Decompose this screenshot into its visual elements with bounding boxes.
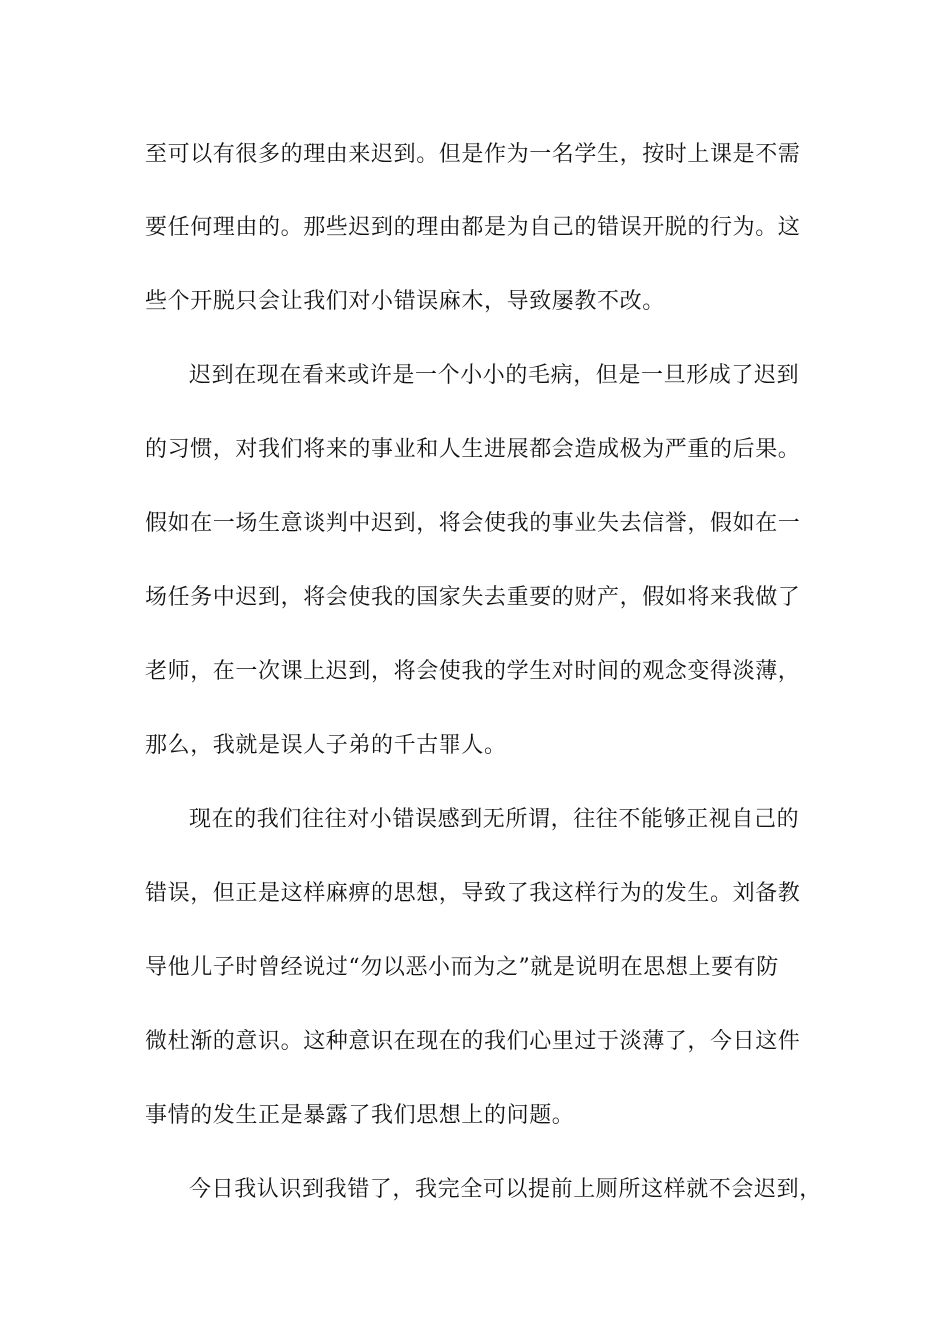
- text-line: 事情的发生正是暴露了我们思想上的问题。: [145, 1103, 575, 1128]
- text-line: 场任务中迟到，将会使我的国家失去重要的财产，假如将来我做了: [145, 585, 801, 610]
- text-line: 些个开脱只会让我们对小错误麻木，导致屡教不改。: [145, 289, 665, 314]
- text-line: 错误，但正是这样麻痹的思想，导致了我这样行为的发生。刘备教: [145, 881, 801, 906]
- text-line: 假如在一场生意谈判中迟到，将会使我的事业失去信誉，假如在一: [145, 511, 801, 536]
- text-line: 要任何理由的。那些迟到的理由都是为自己的错误开脱的行为。这: [145, 215, 801, 240]
- paragraph-first-line: 今日我认识到我错了，我完全可以提前上厕所这样就不会迟到，: [189, 1177, 822, 1202]
- text-line: 微杜渐的意识。这种意识在现在的我们心里过于淡薄了，今日这件: [145, 1029, 801, 1054]
- text-line: 的习惯，对我们将来的事业和人生进展都会造成极为严重的后果。: [145, 437, 801, 462]
- text-line: 那么，我就是误人子弟的千古罪人。: [145, 733, 507, 758]
- text-line: 老师，在一次课上迟到，将会使我的学生对时间的观念变得淡薄，: [145, 659, 801, 684]
- text-line: 导他儿子时曾经说过“勿以恶小而为之”就是说明在思想上要有防: [145, 955, 779, 980]
- text-line: 至可以有很多的理由来迟到。但是作为一名学生，按时上课是不需: [145, 142, 801, 167]
- paragraph-first-line: 迟到在现在看来或许是一个小小的毛病，但是一旦形成了迟到: [189, 363, 800, 388]
- paragraph-first-line: 现在的我们往往对小错误感到无所谓，往往不能够正视自己的: [189, 807, 800, 832]
